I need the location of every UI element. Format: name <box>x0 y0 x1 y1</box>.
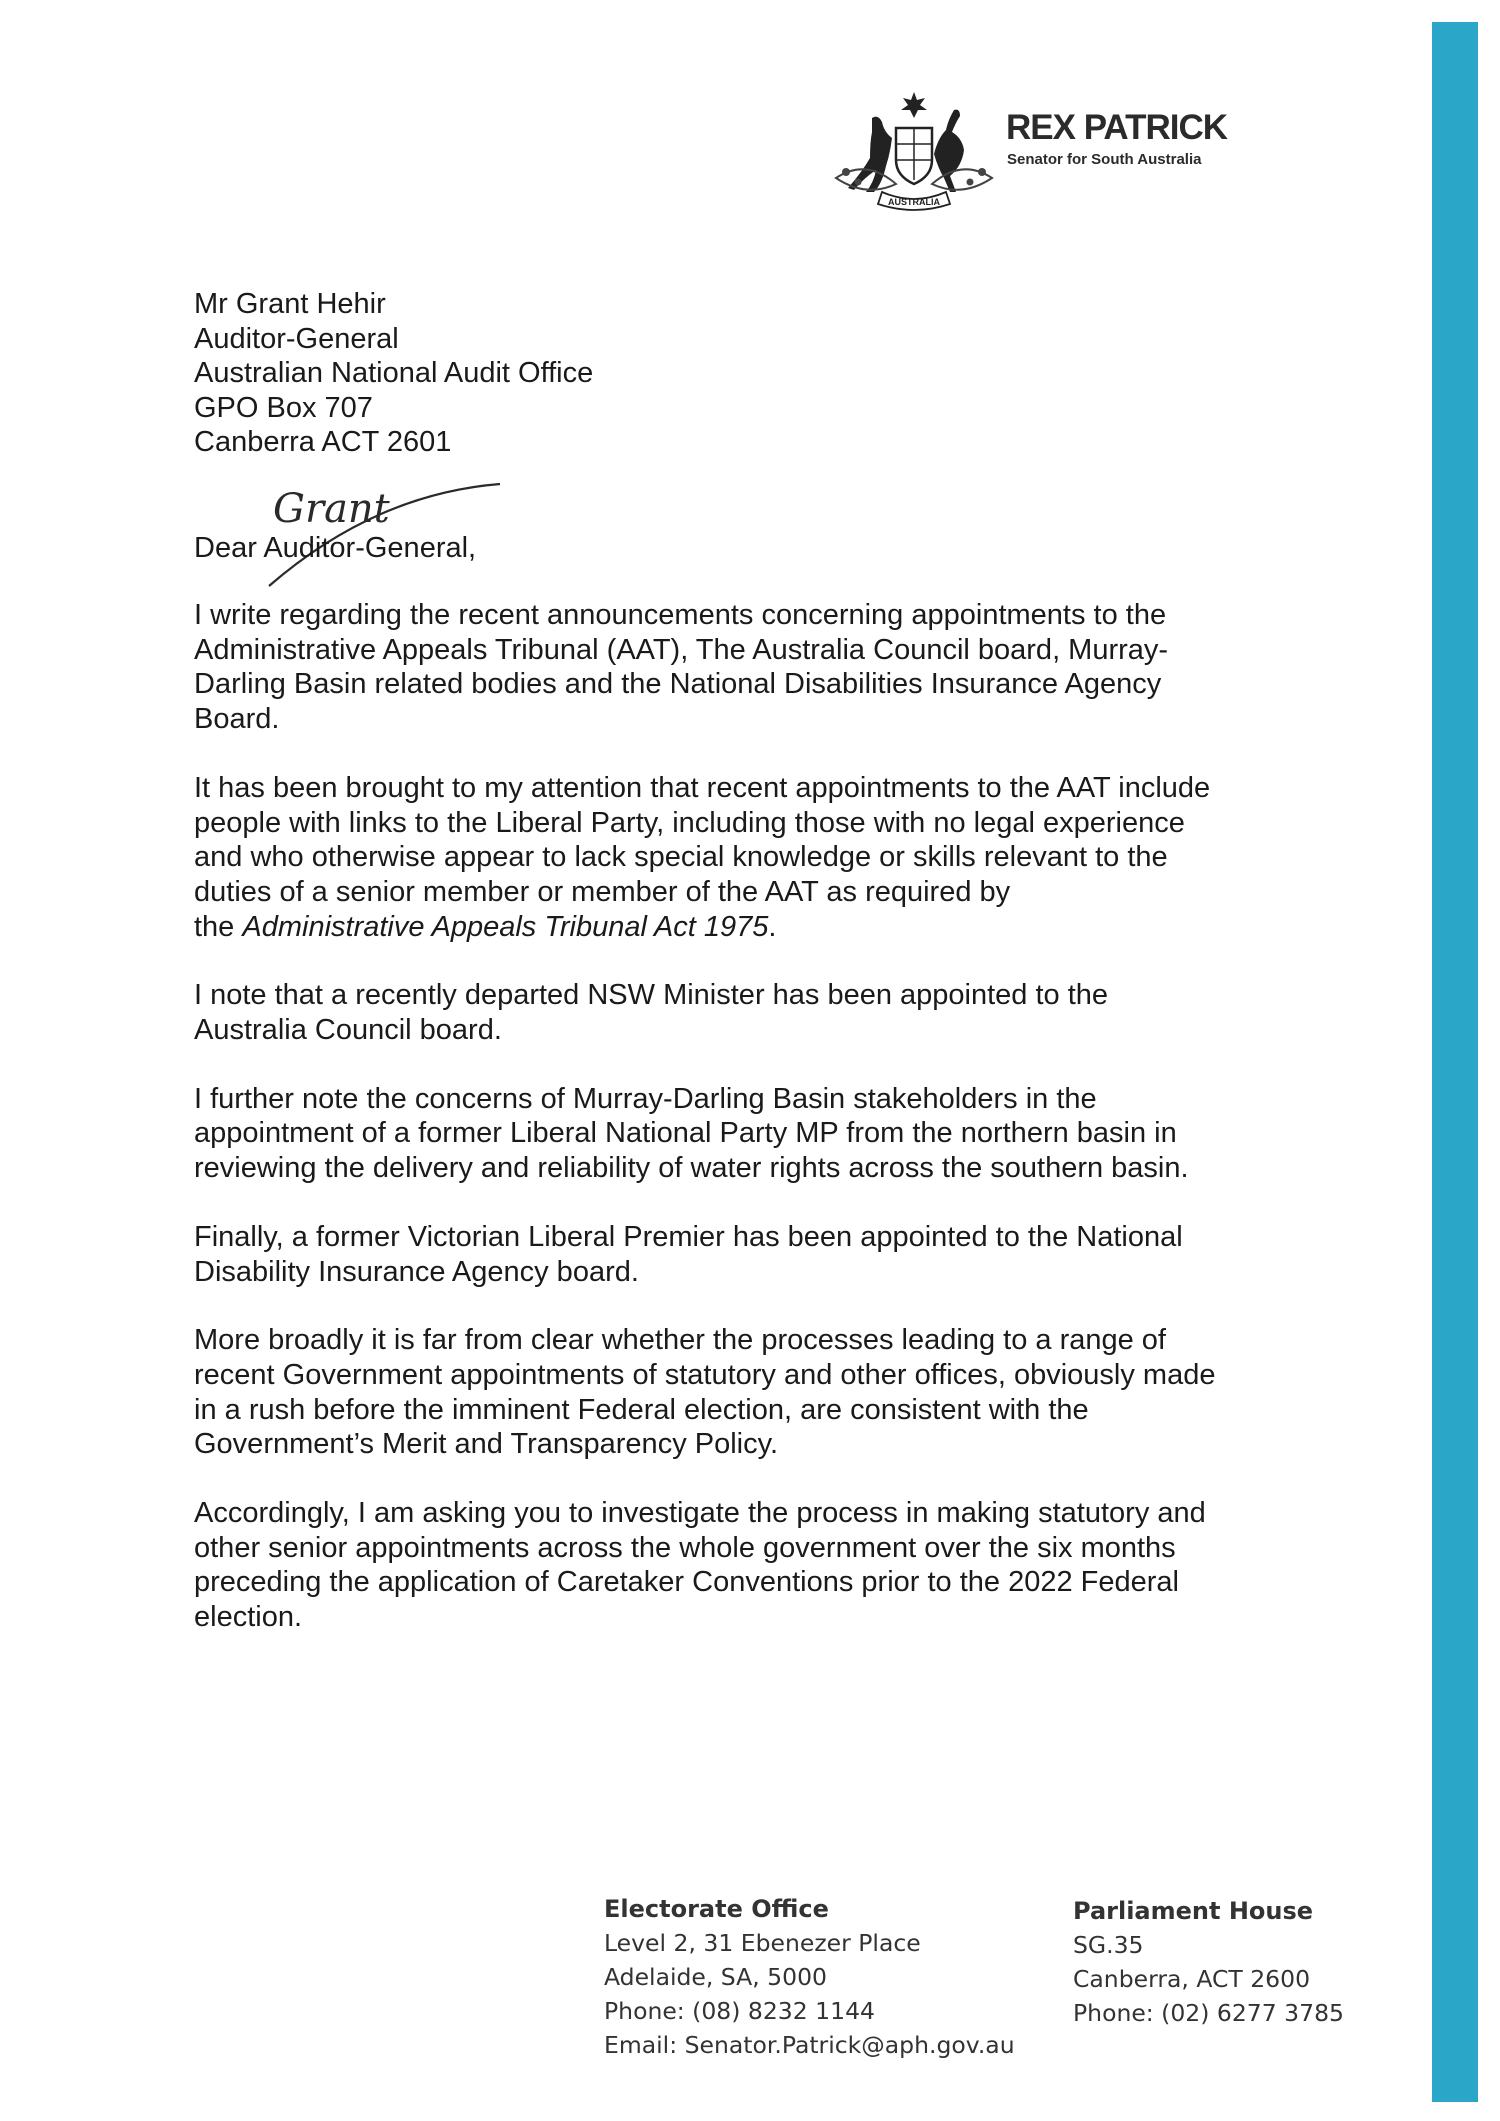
body-line: other senior appointments across the whole government over the six months <box>194 1531 1176 1564</box>
parliament-house-heading: Parliament House <box>1073 1897 1314 1925</box>
side-color-bar <box>1432 22 1478 2102</box>
body-line: people with links to the Liberal Party, including those with no legal experience <box>194 806 1185 839</box>
body-line: Australia Council board. <box>194 1014 502 1047</box>
salutation-prefix: Dear <box>194 532 264 564</box>
body-line: election. <box>194 1601 303 1634</box>
address-line: Canberra ACT 2601 <box>194 426 452 458</box>
body-line: Finally, a former Victorian Liberal Premier has been appointed to the National <box>194 1220 1183 1253</box>
body-line <box>194 910 1314 945</box>
address-line: GPO Box 707 <box>194 391 373 424</box>
paragraph <box>194 1220 1314 1289</box>
body-line: I further note the concerns of Murray-Darling Basin stakeholders in the <box>194 1082 1097 1115</box>
coat-of-arms-icon <box>826 88 1002 218</box>
body-line: reviewing the delivery and reliability of water rights across the southern basin. <box>194 1152 1189 1185</box>
body-line: I note that a recently departed NSW Minister has been appointed to the <box>194 979 1109 1012</box>
body-line: Administrative Appeals Tribunal (AAT), The Australia Council board, Murray- <box>194 633 1169 666</box>
senator-title: Senator for South Australia <box>1007 151 1202 168</box>
body-line: and who otherwise appear to lack special knowledge or skills relevant to the <box>194 841 1168 874</box>
electorate-office-block <box>604 1892 1015 2062</box>
body-line: Darling Basin related bodies and the National Disabilities Insurance Agency <box>194 668 1162 701</box>
electorate-phone: Phone: (08) 8232 1144 <box>604 1997 875 2025</box>
salutation-struck: Auditor <box>263 532 356 564</box>
address-line: Australian National Audit Office <box>194 357 594 389</box>
body-line: More broadly it is far from clear whether the processes leading to a range of <box>194 1324 1166 1357</box>
paragraph <box>194 1323 1314 1462</box>
body-line: It has been brought to my attention that recent appointments to the AAT include <box>194 771 1211 804</box>
parliament-city-line: Canberra, ACT 2600 <box>1073 1965 1311 1993</box>
crest-motto: AUSTRALIA <box>888 197 940 207</box>
act-suffix: . <box>768 910 777 943</box>
parliament-house-block <box>1073 1894 1344 2030</box>
paragraph <box>194 978 1314 1047</box>
letter-body <box>194 598 1314 1669</box>
paragraph <box>194 1496 1314 1635</box>
parliament-room: SG.35 <box>1073 1931 1144 1959</box>
act-prefix: the <box>194 910 243 943</box>
body-line: Government’s Merit and Transparency Policy. <box>194 1428 779 1461</box>
act-title: Administrative Appeals Tribunal Act 1975 <box>242 910 769 943</box>
body-line: Board. <box>194 703 280 736</box>
body-line: duties of a senior member or member of the AAT as required by <box>194 875 1011 908</box>
body-line: recent Government appointments of statutory and other offices, obviously made <box>194 1358 1216 1391</box>
body-line: preceding the application of Caretaker Conventions prior to the 2022 Federal <box>194 1566 1179 1599</box>
body-line: Disability Insurance Agency board. <box>194 1255 639 1288</box>
senator-name: REX PATRICK <box>1006 108 1228 147</box>
paragraph <box>194 598 1314 737</box>
address-line: Mr Grant Hehir <box>194 288 386 320</box>
electorate-address-line: Level 2, 31 Ebenezer Place <box>604 1929 921 1957</box>
salutation-suffix: -General, <box>355 532 477 564</box>
letterhead <box>826 88 1246 218</box>
electorate-office-heading: Electorate Office <box>604 1895 829 1923</box>
electorate-city-line: Adelaide, SA, 5000 <box>604 1963 827 1991</box>
body-line: in a rush before the imminent Federal election, are consistent with the <box>194 1393 1089 1426</box>
address-line: Auditor-General <box>194 322 399 355</box>
handwritten-name: Grant <box>273 486 390 532</box>
body-line: I write regarding the recent announcements concerning appointments to the <box>194 599 1167 631</box>
paragraph <box>194 1082 1314 1186</box>
recipient-address <box>194 287 593 460</box>
salutation <box>194 531 476 566</box>
paragraph <box>194 771 1314 945</box>
body-line: appointment of a former Liberal National Party MP from the northern basin in <box>194 1117 1177 1150</box>
electorate-email-link[interactable]: Email: Senator.Patrick@aph.gov.au <box>604 2031 1015 2059</box>
parliament-phone: Phone: (02) 6277 3785 <box>1073 1999 1344 2027</box>
body-line: Accordingly, I am asking you to investigate the process in making statutory and <box>194 1497 1206 1530</box>
